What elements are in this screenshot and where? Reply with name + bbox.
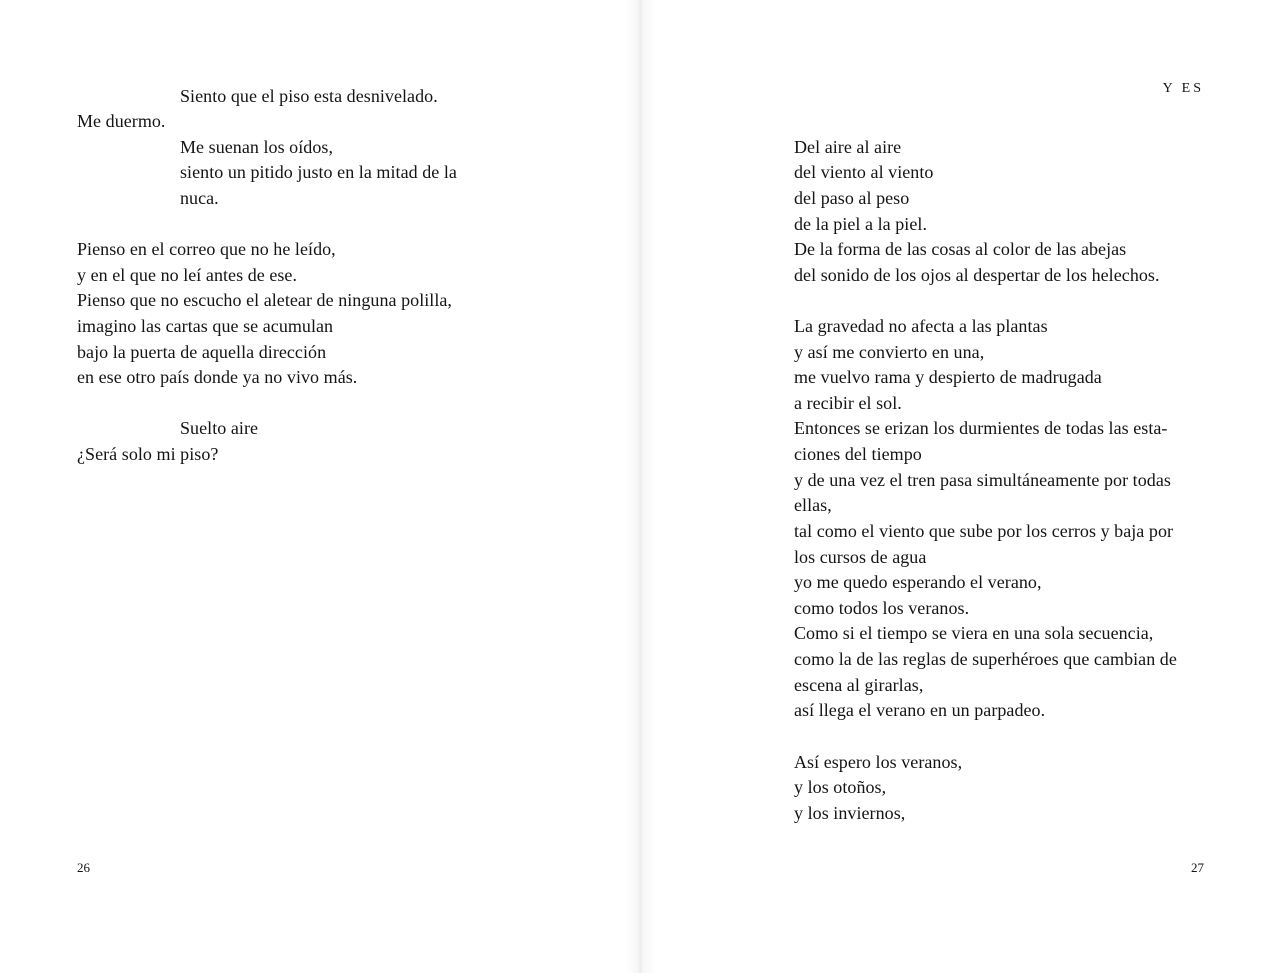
poem-line: en ese otro país donde ya no vivo más. bbox=[77, 367, 358, 387]
page-number: 27 bbox=[1191, 860, 1204, 875]
running-head: Y ES bbox=[1162, 81, 1204, 96]
poem-line: Me duermo. bbox=[77, 111, 166, 131]
poem-line: los cursos de agua bbox=[794, 547, 927, 567]
poem-line: bajo la puerta de aquella dirección bbox=[77, 342, 327, 362]
poem-line: Entonces se erizan los durmientes de todas las esta- bbox=[794, 418, 1168, 438]
poem-line: Pienso que no escucho el aletear de ninguna polilla, bbox=[77, 290, 452, 310]
poem-line: como la de las reglas de superhéroes que cambian de bbox=[794, 649, 1177, 669]
poem-line: Del aire al aire bbox=[794, 137, 902, 157]
poem-line: Me suenan los oídos, bbox=[180, 137, 333, 157]
poem-line: Así espero los veranos, bbox=[794, 752, 963, 772]
poem-line: nuca. bbox=[180, 188, 219, 208]
poem-line: Siento que el piso esta desnivelado. bbox=[180, 86, 438, 106]
poem-line: y así me convierto en una, bbox=[794, 342, 985, 362]
poem-line: así llega el verano en un parpadeo. bbox=[794, 700, 1046, 720]
poem-line: escena al girarlas, bbox=[794, 675, 924, 695]
poem-line: como todos los veranos. bbox=[794, 598, 970, 618]
poem-line: Suelto aire bbox=[180, 418, 259, 438]
poem-line: Como si el tiempo se viera en una sola secuencia, bbox=[794, 623, 1154, 643]
poem-line: del viento al viento bbox=[794, 162, 934, 182]
poem-line: me vuelvo rama y despierto de madrugada bbox=[794, 367, 1102, 387]
poem-line: yo me quedo esperando el verano, bbox=[794, 572, 1042, 592]
poem-line: De la forma de las cosas al color de las abejas bbox=[794, 239, 1127, 259]
poem-line: del sonido de los ojos al despertar de los helechos. bbox=[794, 265, 1160, 285]
poem-line: y de una vez el tren pasa simultáneamente por todas bbox=[794, 470, 1171, 490]
poem-line: y los otoños, bbox=[794, 777, 887, 797]
poem-line: La gravedad no afecta a las plantas bbox=[794, 316, 1048, 336]
poem-line: siento un pitido justo en la mitad de la bbox=[180, 162, 457, 182]
poem-line: de la piel a la piel. bbox=[794, 214, 927, 234]
poem-line: y los inviernos, bbox=[794, 803, 906, 823]
poem-line: imagino las cartas que se acumulan bbox=[77, 316, 334, 336]
poem-line: a recibir el sol. bbox=[794, 393, 902, 413]
page-number: 26 bbox=[77, 860, 90, 875]
poem-line: tal como el viento que sube por los cerros y baja por bbox=[794, 521, 1174, 541]
poem-line: del paso al peso bbox=[794, 188, 910, 208]
poem-line: y en el que no leí antes de ese. bbox=[77, 265, 298, 285]
poem-line: ¿Será solo mi piso? bbox=[77, 444, 219, 464]
poem-line: Pienso en el correo que no he leído, bbox=[77, 239, 336, 259]
poem-line: ellas, bbox=[794, 495, 832, 515]
poem-line: ciones del tiempo bbox=[794, 444, 922, 464]
